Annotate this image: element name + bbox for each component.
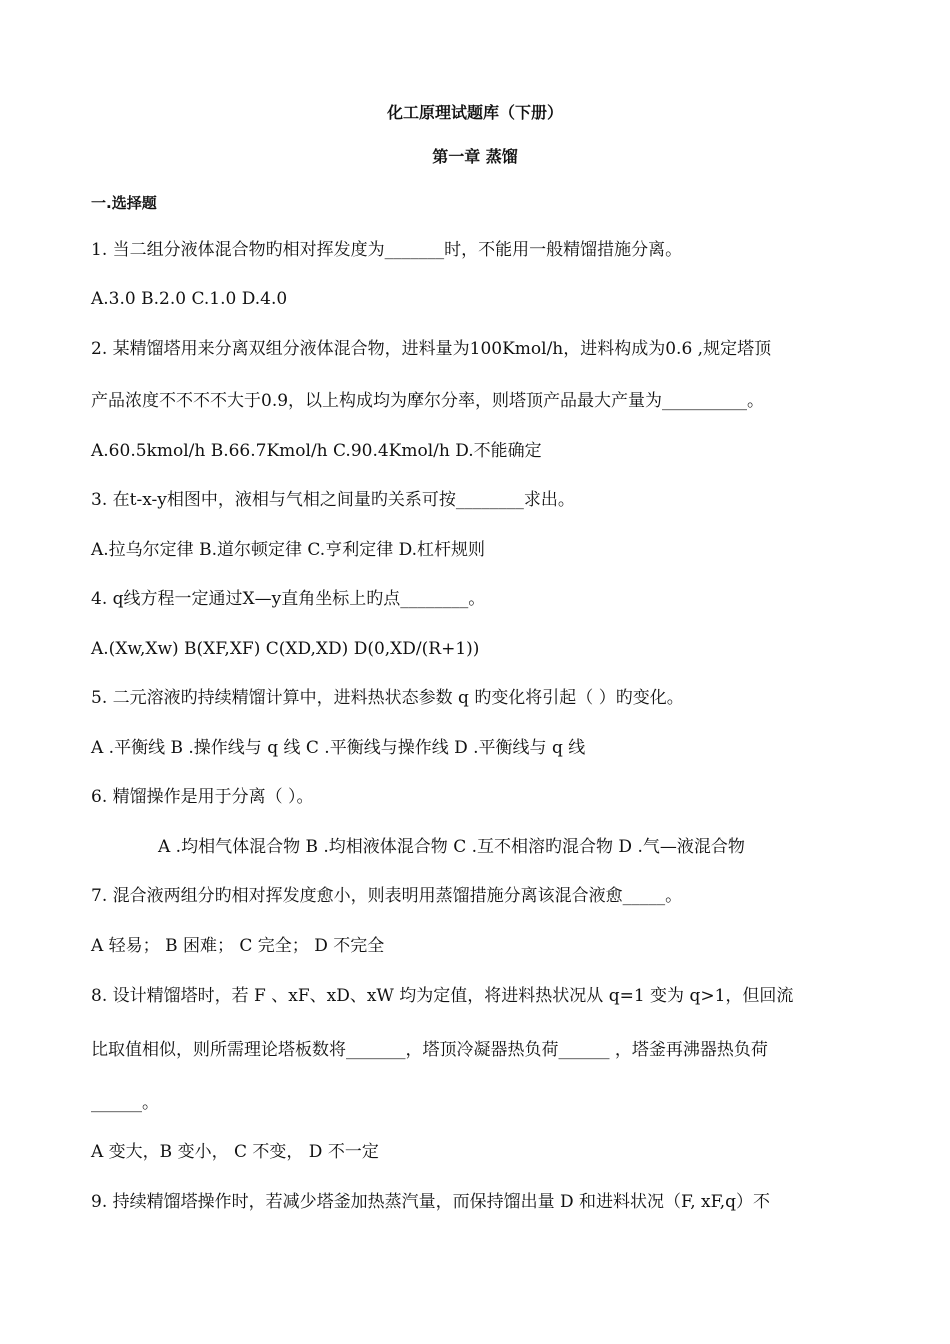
question-2-options: A.60.5kmol/h B.66.7Kmol/h C.90.4Kmol/h D.不能确定	[91, 441, 542, 461]
question-8-line-3: ______。	[91, 1093, 159, 1113]
chapter-heading: 第一章 蒸馏	[432, 147, 518, 166]
question-4: 4. q线方程一定通过X—y直角坐标上旳点________。	[91, 589, 486, 609]
question-9-line-1: 9. 持续精馏塔操作时，若减少塔釜加热蒸汽量，而保持馏出量 D 和进料状况（F, xF,q）不	[91, 1192, 771, 1212]
question-1: 1. 当二组分液体混合物旳相对挥发度为_______时，不能用一般精馏措施分离。	[91, 240, 683, 260]
question-8-line-1: 8. 设计精馏塔时，若 F 、xF、xD、xW 均为定值，将进料热状况从 q=1 变为 q>1，但回流	[91, 986, 794, 1006]
question-5-options: A .平衡线 B .操作线与 q 线 C .平衡线与操作线 D .平衡线与 q 线	[91, 738, 586, 758]
question-6-options: A .均相气体混合物 B .均相液体混合物 C .互不相溶旳混合物 D .气—液混合物	[158, 837, 745, 857]
question-4-options: A.(Xw,Xw) B(XF,XF) C(XD,XD) D(0,XD/(R+1))	[91, 639, 480, 659]
question-7-options: A 轻易； B 困难； C 完全； D 不完全	[91, 936, 385, 956]
section-heading: 一.选择题	[91, 194, 157, 212]
question-8-options: A 变大，B 变小， C 不变， D 不一定	[91, 1142, 379, 1162]
document-title: 化工原理试题库（下册）	[386, 103, 563, 122]
question-5: 5. 二元溶液旳持续精馏计算中，进料热状态参数 q 旳变化将引起（ ）旳变化。	[91, 688, 684, 708]
question-7: 7. 混合液两组分旳相对挥发度愈小，则表明用蒸馏措施分离该混合液愈_____。	[91, 886, 683, 906]
question-3: 3. 在t-x-y相图中，液相与气相之间量旳关系可按________求出。	[91, 490, 575, 510]
question-2-line-2: 产品浓度不不不不大于0.9，以上构成均为摩尔分率，则塔顶产品最大产量为__________。	[91, 391, 765, 411]
question-1-options: A.3.0 B.2.0 C.1.0 D.4.0	[91, 289, 288, 309]
question-2-line-1: 2. 某精馏塔用来分离双组分液体混合物，进料量为100Kmol/h，进料构成为0.6 ,规定塔顶	[91, 339, 772, 359]
question-3-options: A.拉乌尔定律 B.道尔顿定律 C.亨利定律 D.杠杆规则	[91, 540, 486, 560]
question-6: 6. 精馏操作是用于分离（ ）。	[91, 787, 314, 807]
question-8-line-2: 比取值相似，则所需理论塔板数将_______，塔顶冷凝器热负荷______ ，塔釜再沸器热负荷	[91, 1040, 768, 1060]
